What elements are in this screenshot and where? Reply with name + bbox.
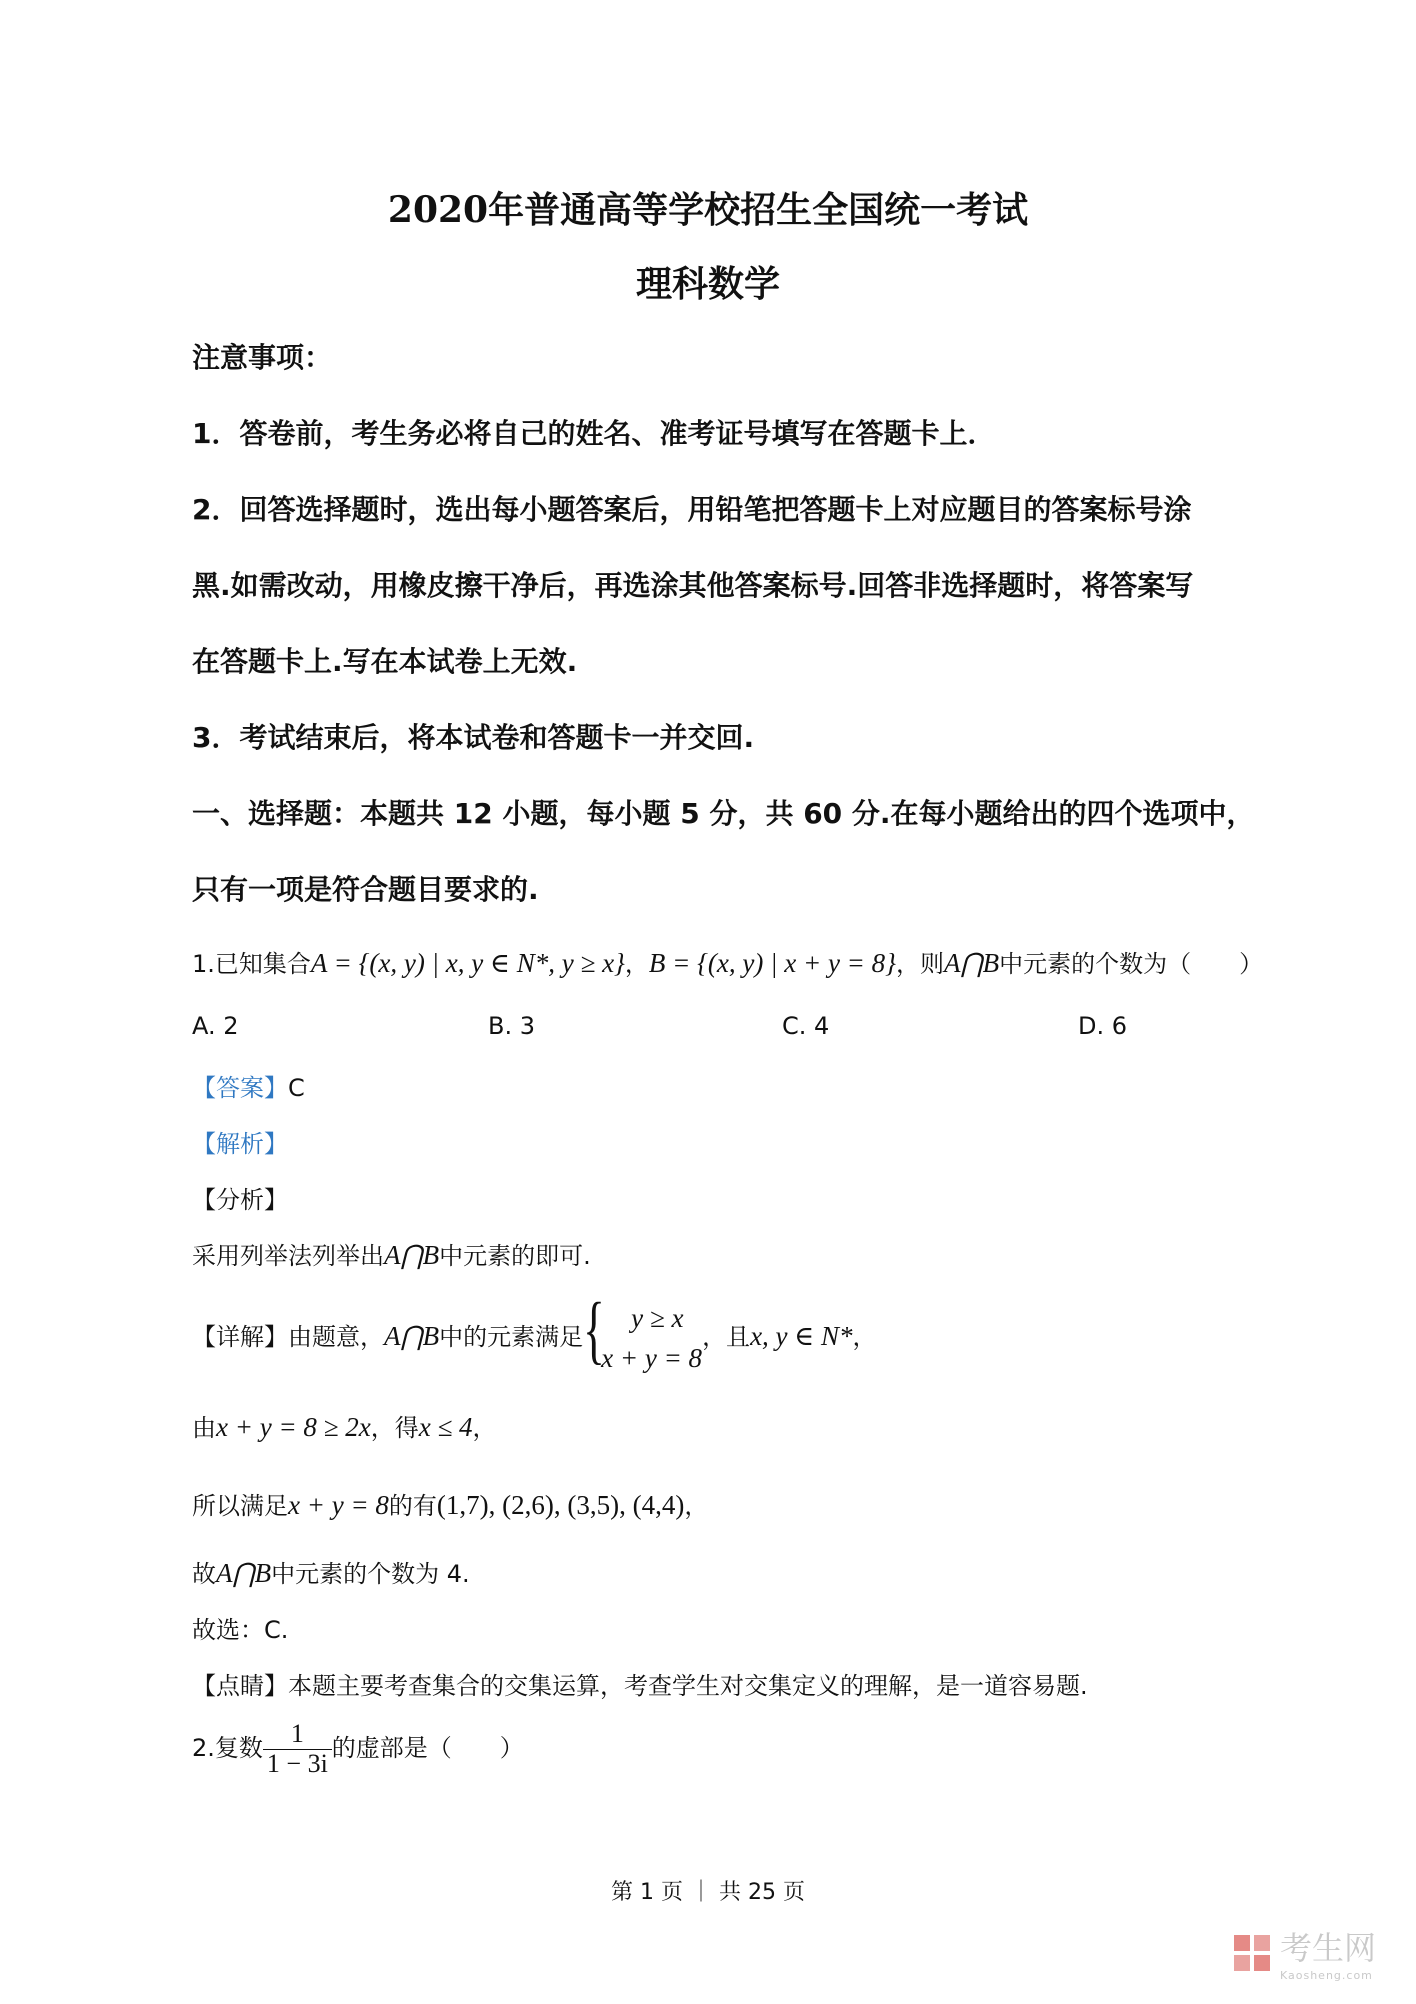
fenxi-pre: 采用列举法列举出	[192, 1242, 384, 1270]
step1-pre: 由	[192, 1414, 216, 1442]
fraction	[263, 1720, 332, 1778]
intersection-math: A⋂B	[943, 948, 1000, 978]
q2-suffix: 的虚部是（ ）	[331, 1734, 524, 1763]
answer-label: 【答案】	[192, 1074, 288, 1102]
question-2-stem	[192, 1720, 524, 1778]
notice-item-1: 1．答卷前，考生务必将自己的姓名、准考证号填写在答题卡上．	[192, 417, 996, 450]
detail-cond: x, y ∈ N*	[750, 1321, 853, 1351]
step2-pre: 所以满足	[192, 1492, 288, 1520]
step-2	[192, 1486, 708, 1521]
choose-line: 故选：C.	[192, 1616, 289, 1644]
logo-text: 考生网	[1279, 1929, 1376, 1967]
step3-post: 中元素的个数为 4.	[271, 1560, 470, 1588]
q1-comma: ，	[624, 950, 649, 978]
fenxi-text	[192, 1236, 591, 1271]
logo-icon-svg	[1232, 1933, 1272, 1973]
step1-mid: ，得	[370, 1414, 419, 1442]
step2-math2: (1,7), (2,6), (3,5), (4,4)	[436, 1490, 685, 1520]
comment-label: 【点睛】	[192, 1672, 288, 1700]
fenxi-label: 【分析】	[192, 1186, 288, 1214]
set-b-math: B = {(x, y) | x + y = 8}	[648, 948, 896, 978]
detail-pre: 由题意，	[288, 1323, 384, 1351]
notice-item-3: 3．考试结束后，将本试卷和答题卡一并交回.	[192, 721, 755, 754]
answer-value: C	[288, 1074, 305, 1102]
comment-text: 本题主要考查集合的交集运算，考查学生对交集定义的理解，是一道容易题.	[288, 1672, 1088, 1700]
q2-prefix: 2.复数	[192, 1734, 263, 1763]
step3-pre: 故	[192, 1560, 216, 1588]
notice-item-2-line2: 黑.如需改动，用橡皮擦干净后，再选涂其他答案标号.回答非选择题时，将答案写	[192, 569, 1194, 602]
page-title: 2020年普通高等学校招生全国统一考试	[387, 189, 1029, 231]
detail-mid: 中的元素满足	[439, 1323, 584, 1351]
question-1-stem	[192, 944, 1263, 979]
analysis-label: 【解析】	[192, 1130, 288, 1158]
logo-text-block	[1280, 1923, 1376, 1982]
detail-and: ，且	[702, 1323, 751, 1351]
section-heading-line1: 一、选择题：本题共 12 小题，每小题 5 分，共 60 分.在每小题给出的四个选项中，	[192, 797, 1255, 830]
step1-math: x + y = 8 ≥ 2x	[216, 1412, 371, 1442]
step1-end: ，	[472, 1414, 497, 1442]
option-b: B. 3	[488, 1012, 535, 1040]
step-1	[192, 1408, 497, 1443]
notice-item-2-line3: 在答题卡上.写在本试卷上无效.	[192, 645, 578, 678]
notice-heading: 注意事项：	[192, 341, 333, 374]
notice-item-2-line1: 2．回答选择题时，选出每小题答案后，用铅笔把答题卡上对应题目的答案标号涂	[192, 493, 1192, 526]
answer-line	[192, 1068, 305, 1103]
equation-system	[583, 1288, 703, 1378]
step2-end: ，	[684, 1492, 709, 1520]
fenxi-post: 中元素的即可.	[439, 1242, 591, 1270]
detail-line	[192, 1288, 877, 1378]
option-d: D. 6	[1078, 1012, 1128, 1040]
page-footer: 第 1 页 ｜ 共 25 页	[611, 1880, 805, 1905]
system-row-2: x + y = 8	[601, 1343, 703, 1373]
brace-glyph: {	[583, 1288, 606, 1372]
step3-math: A⋂B	[216, 1558, 272, 1588]
fraction-denominator: 1 − 3i	[266, 1748, 328, 1778]
step1-math2: x ≤ 4	[418, 1412, 473, 1442]
detail-math: A⋂B	[384, 1321, 440, 1351]
logo-icon	[1232, 1933, 1272, 1973]
watermark-logo	[1232, 1923, 1376, 1982]
q1-then: ，则	[895, 950, 944, 978]
step2-mid: 的有	[388, 1492, 437, 1520]
option-a: A. 2	[192, 1012, 239, 1040]
system-row-1: y ≥ x	[631, 1303, 684, 1333]
step2-math: x + y = 8	[288, 1490, 389, 1520]
option-c: C. 4	[782, 1012, 830, 1040]
detail-label: 【详解】	[192, 1323, 288, 1351]
section-heading-line2: 只有一项是符合题目要求的.	[192, 873, 539, 906]
set-a-math: A = {(x, y) | x, y ∈ N*, y ≥ x}	[310, 948, 625, 978]
q1-suffix: 中元素的个数为（ ）	[999, 950, 1264, 978]
fraction-numerator: 1	[263, 1720, 332, 1750]
step-3	[192, 1554, 470, 1589]
detail-end: ，	[852, 1323, 877, 1351]
comment-line	[192, 1666, 1088, 1701]
page-subtitle: 理科数学	[635, 263, 780, 305]
fenxi-math: A⋂B	[384, 1240, 440, 1270]
q1-prefix: 1.已知集合	[192, 950, 311, 978]
logo-subtext: Kaosheng.com	[1279, 1969, 1373, 1982]
